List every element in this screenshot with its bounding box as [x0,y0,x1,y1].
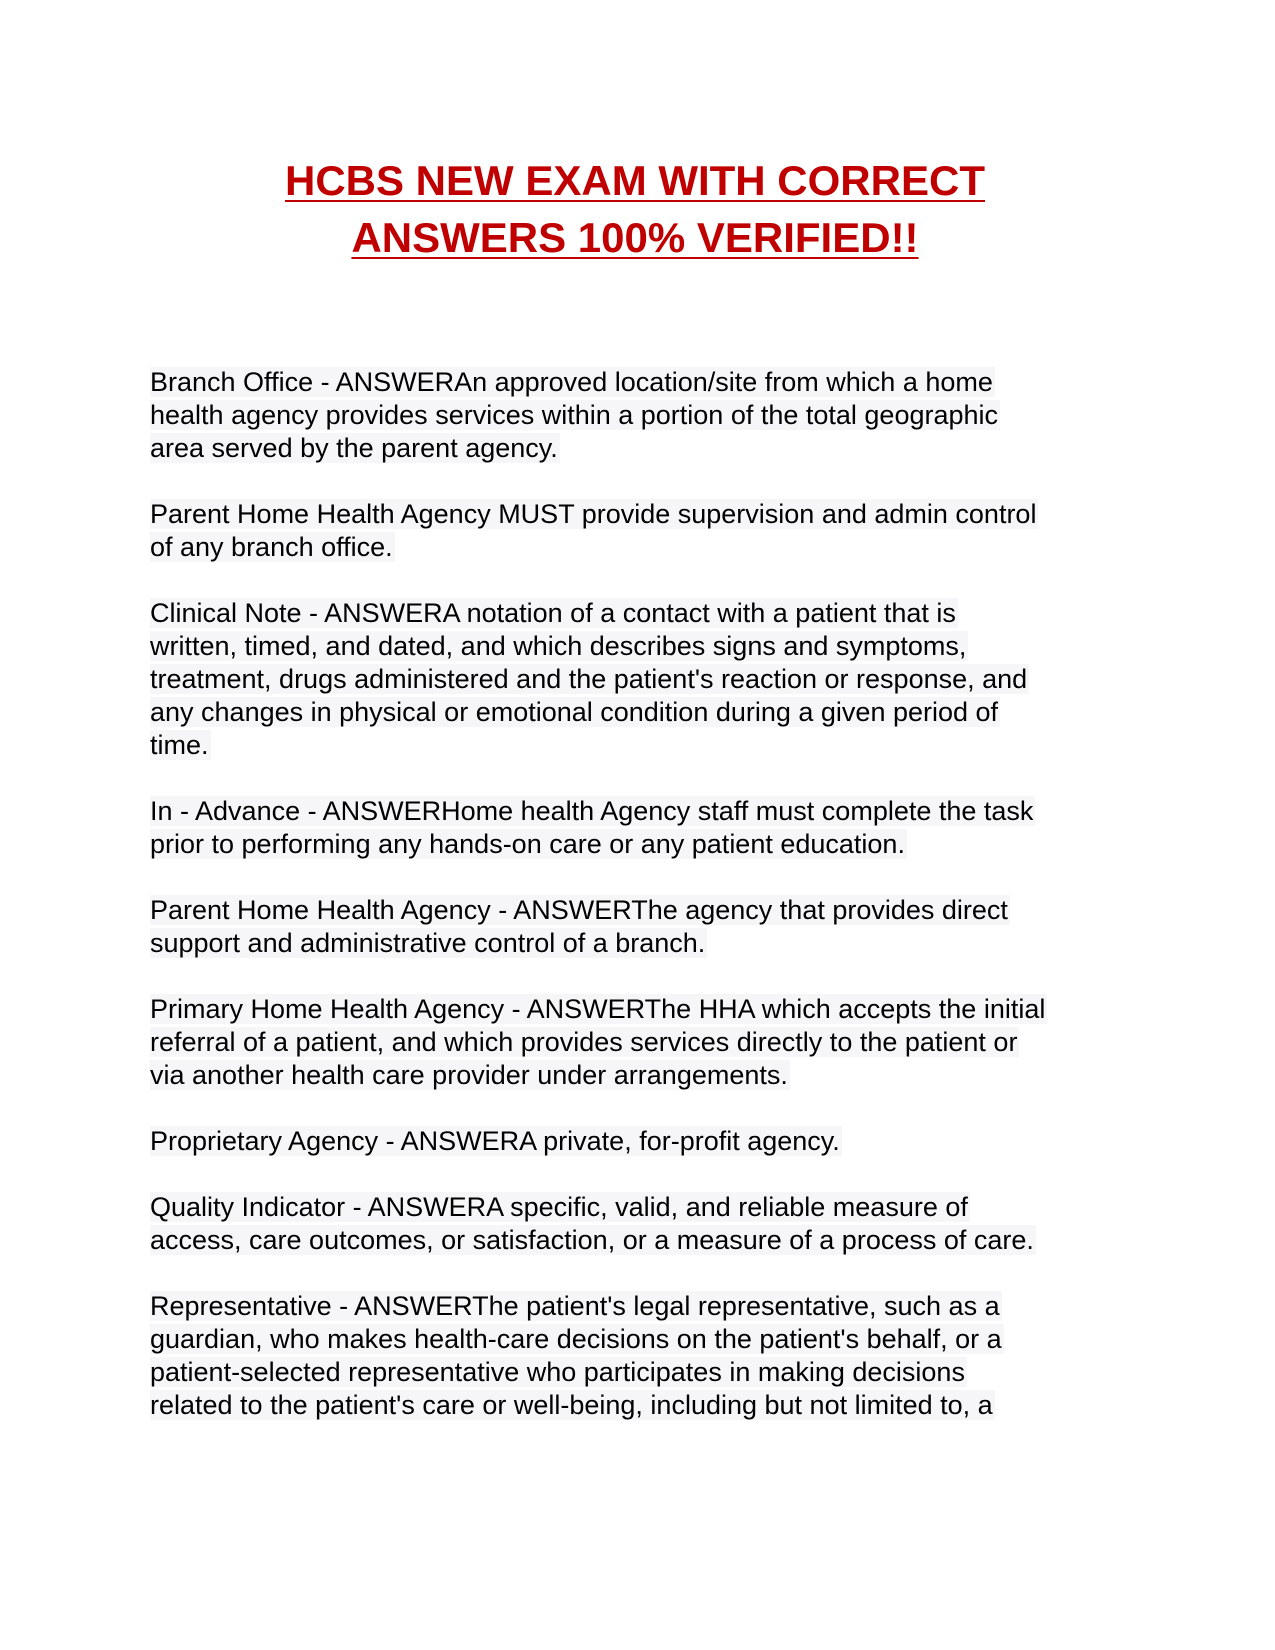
definition-text-line [150,399,1130,432]
document-title-line-2: ANSWERS 100% VERIFIED!! [351,214,919,261]
definition-text-line [150,1290,1130,1323]
definition-text: any changes in physical or emotional condition during a given period of [150,697,999,727]
definition-text-line [150,894,1130,927]
definition-text-line [150,663,1130,696]
definition-text: Primary Home Health Agency - ANSWERThe HHA which accepts the initial [150,994,1046,1024]
document-title-line-1: HCBS NEW EXAM WITH CORRECT [285,157,985,204]
definition-text: related to the patient's care or well-being, including but not limited to, a [150,1390,993,1420]
definition-text: referral of a patient, and which provides services directly to the patient or [150,1027,1018,1057]
definition-text-line [150,1323,1130,1356]
definition-text: treatment, drugs administered and the patient's reaction or response, and [150,664,1028,694]
definition-text: Branch Office - ANSWERAn approved location/site from which a home [150,367,993,397]
definition-text-line [150,1389,1130,1422]
definition-entry [150,795,1130,861]
definition-entry [150,597,1130,762]
definition-text: health agency provides services within a portion of the total geographic [150,400,999,430]
definition-text-line [150,366,1130,399]
definition-entry [150,1290,1130,1422]
definition-text-line [150,795,1130,828]
definition-text-line [150,993,1130,1026]
definition-entry [150,498,1130,564]
definition-text-line [150,696,1130,729]
definition-entry [150,1125,1130,1158]
definition-text: of any branch office. [150,532,393,562]
definition-text: Quality Indicator - ANSWERA specific, valid, and reliable measure of [150,1192,968,1222]
definition-text: Parent Home Health Agency - ANSWERThe agency that provides direct [150,895,1008,925]
definition-entry [150,894,1130,960]
definition-text: Proprietary Agency - ANSWERA private, for-profit agency. [150,1126,840,1156]
definition-text-line [150,630,1130,663]
definition-entry [150,366,1130,465]
definition-text: area served by the parent agency. [150,433,558,463]
definition-text-line [150,729,1130,762]
definition-text: Parent Home Health Agency MUST provide supervision and admin control [150,499,1037,529]
definition-text: written, timed, and dated, and which describes signs and symptoms, [150,631,967,661]
definition-text: prior to performing any hands-on care or any patient education. [150,829,905,859]
definition-text: via another health care provider under arrangements. [150,1060,788,1090]
definition-entry [150,1191,1130,1257]
document-body [150,366,1130,1455]
definition-text-line [150,531,1130,564]
definition-text: In - Advance - ANSWERHome health Agency staff must complete the task [150,796,1034,826]
definition-text: Clinical Note - ANSWERA notation of a contact with a patient that is [150,598,956,628]
definition-text-line [150,597,1130,630]
definition-entry [150,993,1130,1092]
definition-text-line [150,1026,1130,1059]
definition-text-line [150,1125,1130,1158]
definition-text-line [150,927,1130,960]
definition-text: support and administrative control of a branch. [150,928,706,958]
definition-text-line [150,1356,1130,1389]
definition-text-line [150,1059,1130,1092]
document-title [150,152,1120,266]
definition-text-line [150,432,1130,465]
definition-text-line [150,828,1130,861]
definition-text: Representative - ANSWERThe patient's legal representative, such as a [150,1291,1000,1321]
definition-text: guardian, who makes health-care decisions on the patient's behalf, or a [150,1324,1002,1354]
definition-text: time. [150,730,209,760]
definition-text-line [150,1191,1130,1224]
definition-text-line [150,1224,1130,1257]
definition-text: access, care outcomes, or satisfaction, or a measure of a process of care. [150,1225,1034,1255]
definition-text: patient-selected representative who participates in making decisions [150,1357,965,1387]
definition-text-line [150,498,1130,531]
